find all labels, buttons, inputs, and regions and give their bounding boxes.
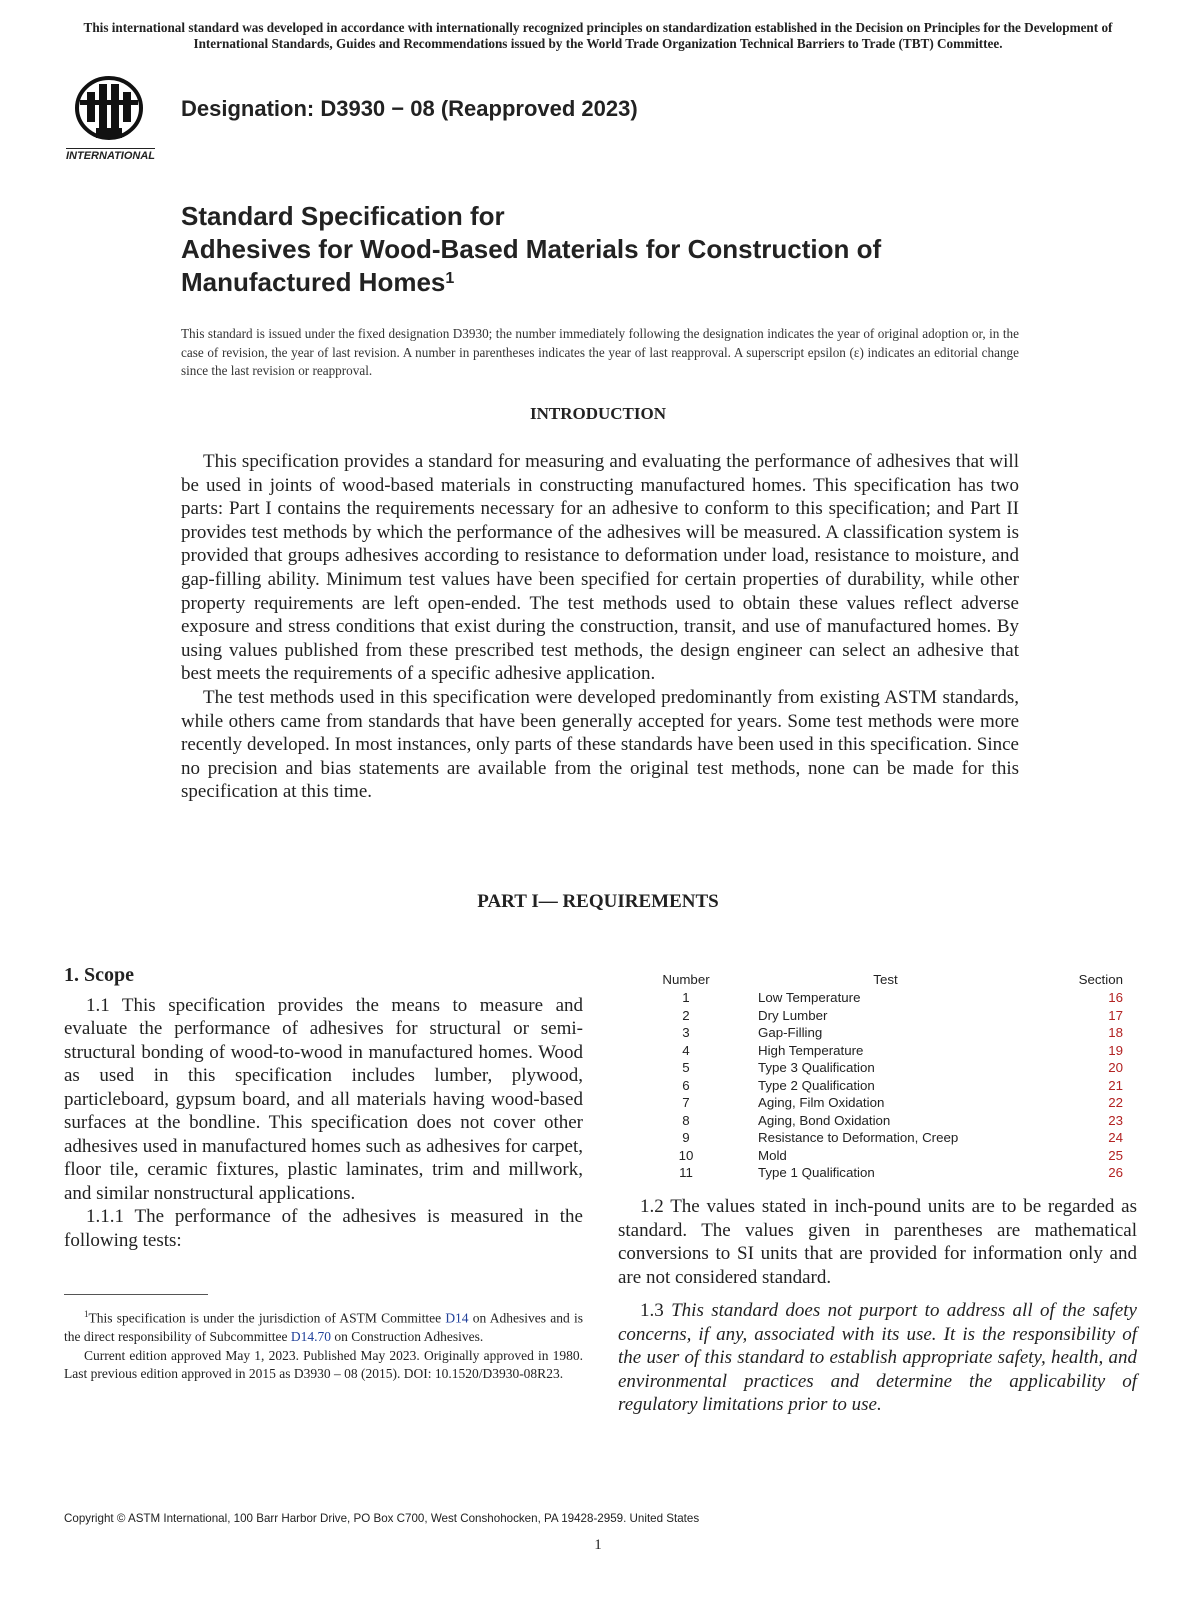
title-line-3-text: Manufactured Homes [181,267,446,297]
title-line-1: Standard Specification for [181,201,505,231]
row-test: Dry Lumber [758,1007,828,1023]
row-section-link[interactable]: 22 [1108,1095,1123,1110]
row-section-link[interactable]: 20 [1108,1060,1123,1075]
row-test: Aging, Film Oxidation [758,1095,885,1110]
row-number: 11 [679,1165,693,1180]
row-number: 7 [682,1095,690,1110]
row-test: Resistance to Deformation, Creep [758,1130,959,1145]
footnote-paragraph-2: Current edition approved May 1, 2023. Published May 2023. Originally approved in 1980. Last previous edition approved in 2015 as D3930 – 08 (2015). DOI: 10.1520/D3930-08R23. [64,1347,583,1381]
table-row [660,1043,1123,1061]
tbt-notice: This international standard was developed in accordance with internationally recognized principles on standardization established in the Decision on Principles for the Development of International Standards, Guides and Recommendations issued by the World Trade Organization Technical Barriers to Trade (TBT) Committee. [83,20,1113,51]
scope-heading: 1. Scope [64,964,134,986]
title-line-2: Adhesives for Wood-Based Materials for Construction of [181,234,882,264]
header-section: Section [1078,972,1123,987]
paragraph-1-3-text: This standard does not purport to address all of the safety concerns, if any, associated with its use. It is the responsibility of the user of this standard to establish appropriate safety, health, and environmental practices and determine the applicability of regulatory limitations prior to use. [618,1300,1137,1415]
row-number: 6 [682,1077,690,1093]
row-test: Type 2 Qualification [758,1077,875,1093]
row-test: Mold [758,1147,787,1163]
row-number: 1 [682,990,690,1005]
row-test: Aging, Bond Oxidation [758,1112,891,1128]
footnote-text-a: This specification is under the jurisdiction of ASTM Committee [88,1310,446,1326]
row-section-link[interactable]: 19 [1108,1042,1123,1058]
introduction-body [181,450,1019,804]
table-row [660,1008,1123,1026]
row-number: 10 [678,1147,694,1163]
table-row [660,1113,1123,1131]
header-test: Test [873,972,898,987]
row-section-link[interactable]: 16 [1108,990,1123,1005]
paragraph-1-3-number: 1.3 [640,1300,672,1321]
row-number: 3 [682,1025,690,1040]
subcommittee-link[interactable]: D14.70 [290,1329,331,1344]
footnote [64,1305,583,1384]
row-number: 2 [682,1007,690,1023]
row-section-link[interactable]: 25 [1108,1147,1123,1163]
document-title [181,200,1041,299]
table-row [660,1025,1123,1043]
row-test: Type 3 Qualification [758,1060,875,1075]
scope-paragraph-1-3 [618,1299,1137,1417]
scope-paragraph-1-1-1: 1.1.1 The performance of the adhesives is measured in the following tests: [64,1206,583,1251]
title-line-3 [181,266,1041,299]
row-section-link[interactable]: 24 [1108,1130,1123,1145]
issued-statement: This standard is issued under the fixed designation D3930; the number immediately following the designation indicates the year of original adoption or, in the case of revision, the year of last revision. A number in parentheses indicates the year of last reapproval. A superscript epsilon (ε) indicates an editorial change since the last revision or reapproval. [181,326,1019,378]
footnote-divider [64,1294,208,1295]
row-test: High Temperature [758,1042,864,1058]
table-row [660,1060,1123,1078]
row-test: Gap-Filling [758,1025,823,1040]
table-row [660,1130,1123,1148]
table-row [660,990,1123,1008]
header-number: Number [662,972,710,987]
footnote-marker: 1 [84,1309,89,1319]
scope-paragraph-1-2: 1.2 The values stated in inch-pound units are to be regarded as standard. The values given in parentheses are mathematical conversions to SI units that are provided for information only and are not considered standard. [618,1196,1137,1288]
tests-table-header [660,972,1123,990]
table-row [660,1078,1123,1096]
row-test: Low Temperature [758,990,861,1005]
row-number: 5 [682,1060,690,1075]
scope-section [64,964,583,1252]
row-section-link[interactable]: 26 [1108,1165,1123,1180]
page-number: 1 [594,1537,602,1553]
introduction-paragraph-1: This specification provides a standard for measuring and evaluating the performance of adhesives that will be used in joints of wood-based materials in constructing manufactured homes. This specification has two parts: Part I contains the requirements necessary for an adhesive to conform to this specification; and Part II provides test methods by which the performance of the adhesives will be measured. A classification system is provided that groups adhesives according to resistance to deformation under load, resistance to moisture, and gap-filling ability. Minimum test values have been specified for certain properties of durability, while other property requirements are left open-ended. The test methods used to obtain these values reflect adverse exposure and stress conditions that exist during the construction, transit, and use of manufactured homes. By using values published from these prescribed test methods, the design engineer can select an adhesive that best meets the requirements of a specific adhesive application. [181,451,1019,685]
part-heading: PART I— REQUIREMENTS [477,891,719,912]
introduction-heading: INTRODUCTION [529,404,667,423]
table-row [660,1148,1123,1166]
row-section-link[interactable]: 21 [1108,1077,1123,1093]
committee-link[interactable]: D14 [445,1310,469,1326]
logo-wordmark: INTERNATIONAL [66,150,156,162]
table-row [660,1095,1123,1113]
row-number: 4 [682,1042,690,1058]
scope-paragraph-1-1: 1.1 This specification provides the means to measure and evaluate the performance of adhesives for structural or semi-structural bonding of wood-to-wood in manufactured homes. Wood as used in this specification includes lumber, plywood, particleboard, gypsum board, and all materials having wood-based surfaces at the bondline. This specification does not cover other adhesives used in manufactured homes such as adhesives for carpet, floor tile, ceramic fixtures, plastic laminates, trim and millwork, and similar nonstructural applications. [64,994,583,1204]
row-section-link[interactable]: 23 [1108,1112,1123,1128]
title-footnote-ref[interactable]: 1 [445,270,455,287]
designation: Designation: D3930 − 08 (Reapproved 2023) [181,96,638,121]
tests-table [660,972,1123,1183]
row-section-link[interactable]: 18 [1108,1025,1123,1040]
row-number: 8 [682,1112,690,1128]
copyright-line: Copyright © ASTM International, 100 Barr Harbor Drive, PO Box C700, West Conshohocken, PA 19428-2959. United States [64,1512,700,1525]
footnote-text-c: on Construction Adhesives. [330,1329,484,1344]
row-test: Type 1 Qualification [758,1165,875,1180]
row-section-link[interactable]: 17 [1108,1007,1123,1023]
scope-continued [618,1195,1137,1427]
footnote-text-b: on Adhesives and is the direct responsibility of Subcommittee [64,1310,583,1344]
astm-logo [66,70,166,162]
footnote-paragraph-1 [64,1305,583,1347]
introduction-paragraph-2: The test methods used in this specification were developed predominantly from existing ASTM standards, while others came from standards that have been generally accepted for years. Some test methods were more recently developed. In most instances, only parts of these standards have been used in this specification. Since no precision and bias statements are available from the original test methods, none can be made for this specification at this time. [181,686,1019,803]
table-row [660,1165,1123,1183]
row-number: 9 [682,1130,690,1145]
